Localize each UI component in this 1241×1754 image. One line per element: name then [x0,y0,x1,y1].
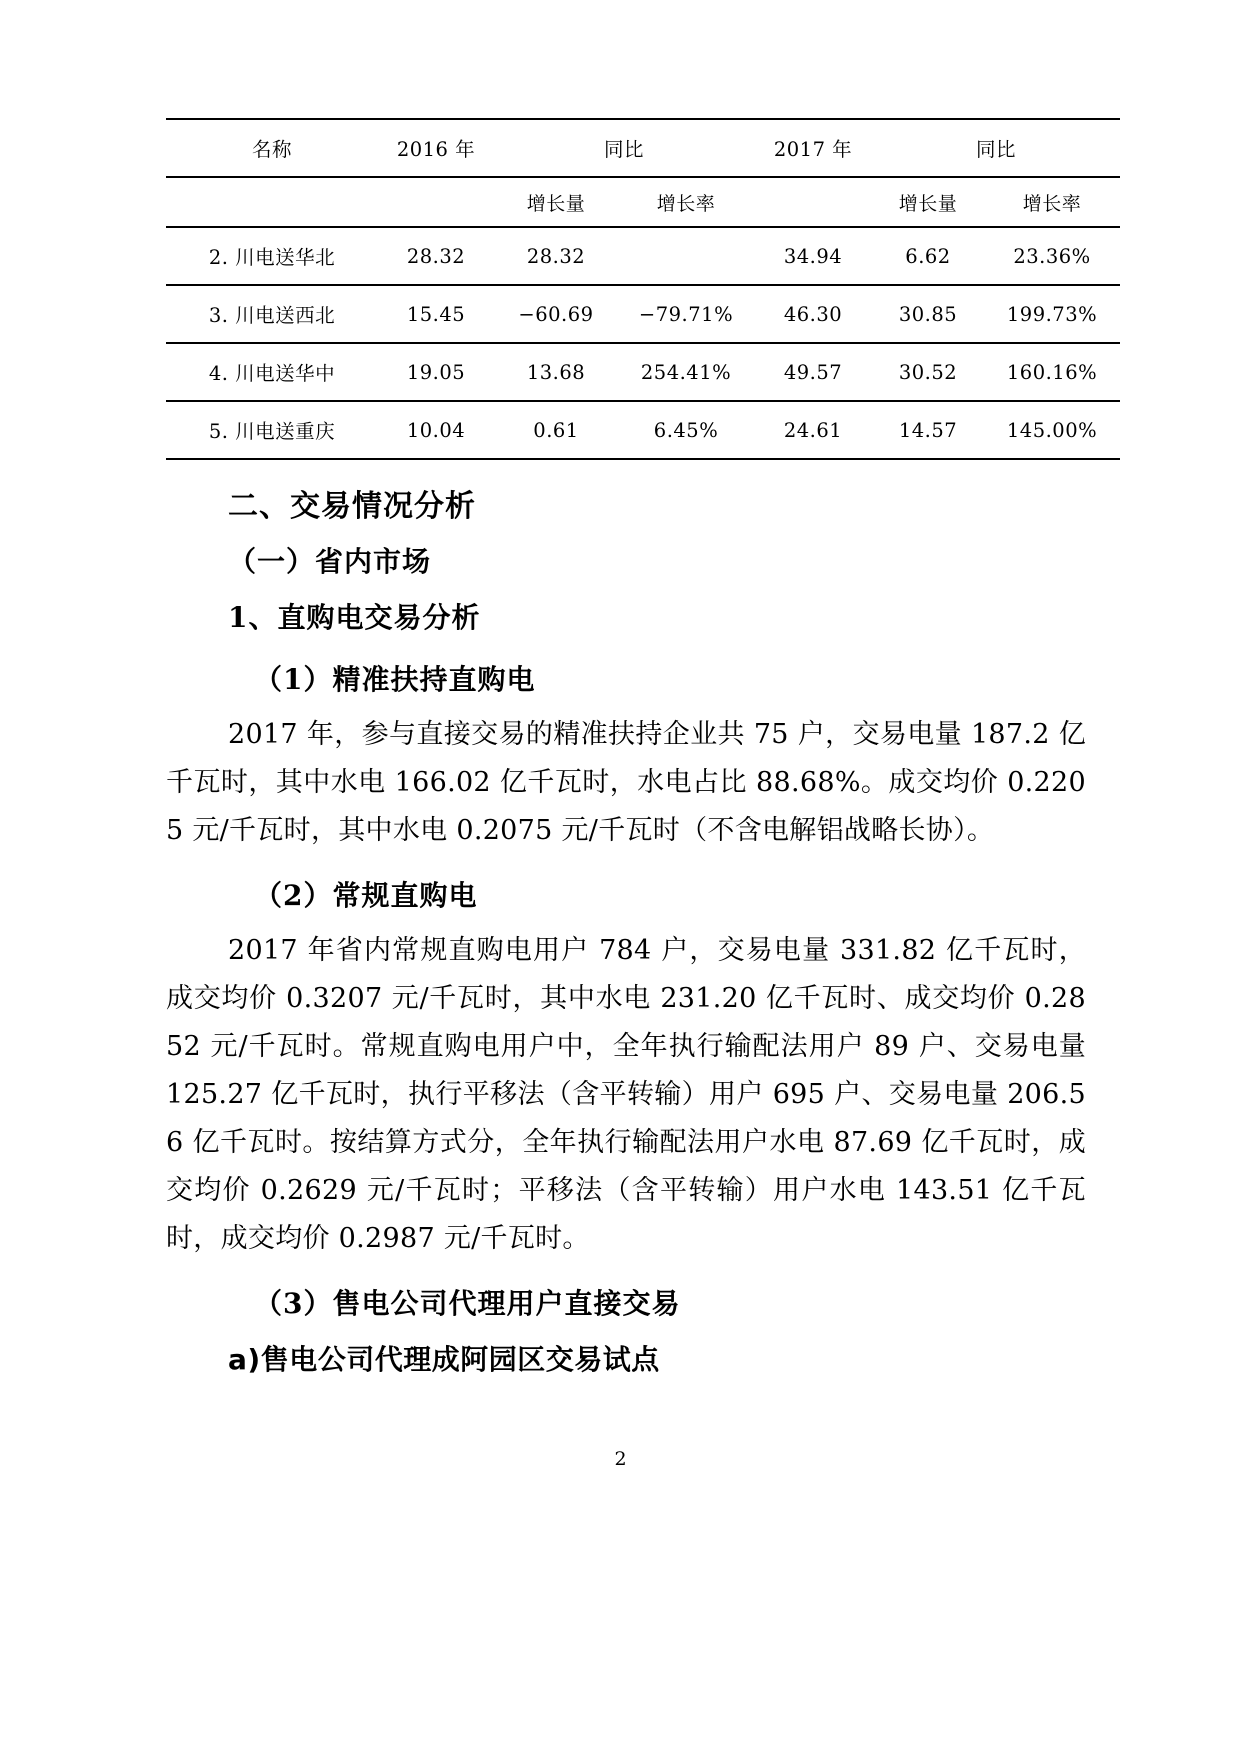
row-growth-amount-2017: 30.52 [872,343,984,401]
item-heading-2: （2）常规直购电 [254,879,478,913]
paragraph-2: 2017 年省内常规直购电用户 784 户，交易电量 331.82 亿千瓦时，成交均价 0.3207 元/千瓦时，其中水电 231.20 亿千瓦时、成交均价 0.2852 元/千瓦时。常规直购电用户中，全年执行输配法用户 89 户、交易电量 125.27 亿千瓦时，执行平移法（含平转输）用户 695 户、交易电量 206.56 亿千瓦时。按结算方式分，全年执行输配法用户水电 87.69 亿千瓦时，成交均价 0.2629 元/千瓦时；平移法（含平转输）用户水电 143.51 亿千瓦时，成交均价 0.2987 元/千瓦时。 [166,935,1086,1255]
row-growth-rate-2016: 254.41% [618,343,754,401]
row-value-2017: 46.30 [754,285,872,343]
subheader-growth-amount-2017: 增长量 [872,177,984,227]
row-growth-amount-2016: 0.61 [494,401,618,459]
table-header-row-sub [166,177,1120,227]
transmission-data-table [166,118,1120,460]
table-header-row-top [166,119,1120,177]
row-name: 4. 川电送华中 [166,343,378,401]
row-growth-amount-2017: 6.62 [872,227,984,285]
column-header-2017: 2017 年 [754,119,872,177]
row-value-2017: 34.94 [754,227,872,285]
subheader-blank-name [166,177,378,227]
page-number: 2 [614,1448,627,1470]
subheader-growth-rate-2017: 增长率 [984,177,1120,227]
row-value-2017: 49.57 [754,343,872,401]
row-growth-rate-2016 [618,227,754,285]
subheader-growth-amount-2016: 增长量 [494,177,618,227]
row-growth-rate-2017: 199.73% [984,285,1120,343]
column-header-yoy-2017: 同比 [872,119,1120,177]
row-growth-rate-2016: −79.71% [618,285,754,343]
row-value-2016: 28.32 [378,227,494,285]
row-name: 3. 川电送西北 [166,285,378,343]
item-heading-3a: a)售电公司代理成阿园区交易试点 [228,1343,660,1377]
numbered-heading: 1、直购电交易分析 [228,601,481,634]
section-heading: 二、交易情况分析 [228,489,476,524]
item-heading-3: （3）售电公司代理用户直接交易 [254,1287,681,1321]
row-growth-amount-2017: 14.57 [872,401,984,459]
row-growth-rate-2017: 160.16% [984,343,1120,401]
row-value-2016: 15.45 [378,285,494,343]
page-content [166,118,1098,1385]
row-growth-rate-2017: 23.36% [984,227,1120,285]
subsection-heading: （一）省内市场 [228,545,432,578]
row-growth-amount-2017: 30.85 [872,285,984,343]
row-name: 2. 川电送华北 [166,227,378,285]
row-growth-amount-2016: 28.32 [494,227,618,285]
row-growth-amount-2016: −60.69 [494,285,618,343]
subheader-blank-2017 [754,177,872,227]
table-row [166,343,1120,401]
item-heading-1: （1）精准扶持直购电 [254,663,536,696]
table-row [166,401,1120,459]
subheader-blank-2016 [378,177,494,227]
row-value-2017: 24.61 [754,401,872,459]
row-name: 5. 川电送重庆 [166,401,378,459]
paragraph-1: 2017 年，参与直接交易的精准扶持企业共 75 户，交易电量 187.2 亿千瓦时，其中水电 166.02 亿千瓦时，水电占比 88.68%。成交均价 0.2205 元/千瓦时，其中水电 0.2075 元/千瓦时（不含电解铝战略长协）。 [166,719,1086,847]
table-row [166,227,1120,285]
table-row [166,285,1120,343]
row-growth-rate-2017: 145.00% [984,401,1120,459]
column-header-yoy-2016: 同比 [494,119,754,177]
subheader-growth-rate-2016: 增长率 [618,177,754,227]
column-header-name: 名称 [166,119,378,177]
row-value-2016: 19.05 [378,343,494,401]
row-growth-amount-2016: 13.68 [494,343,618,401]
row-growth-rate-2016: 6.45% [618,401,754,459]
row-value-2016: 10.04 [378,401,494,459]
column-header-2016: 2016 年 [378,119,494,177]
